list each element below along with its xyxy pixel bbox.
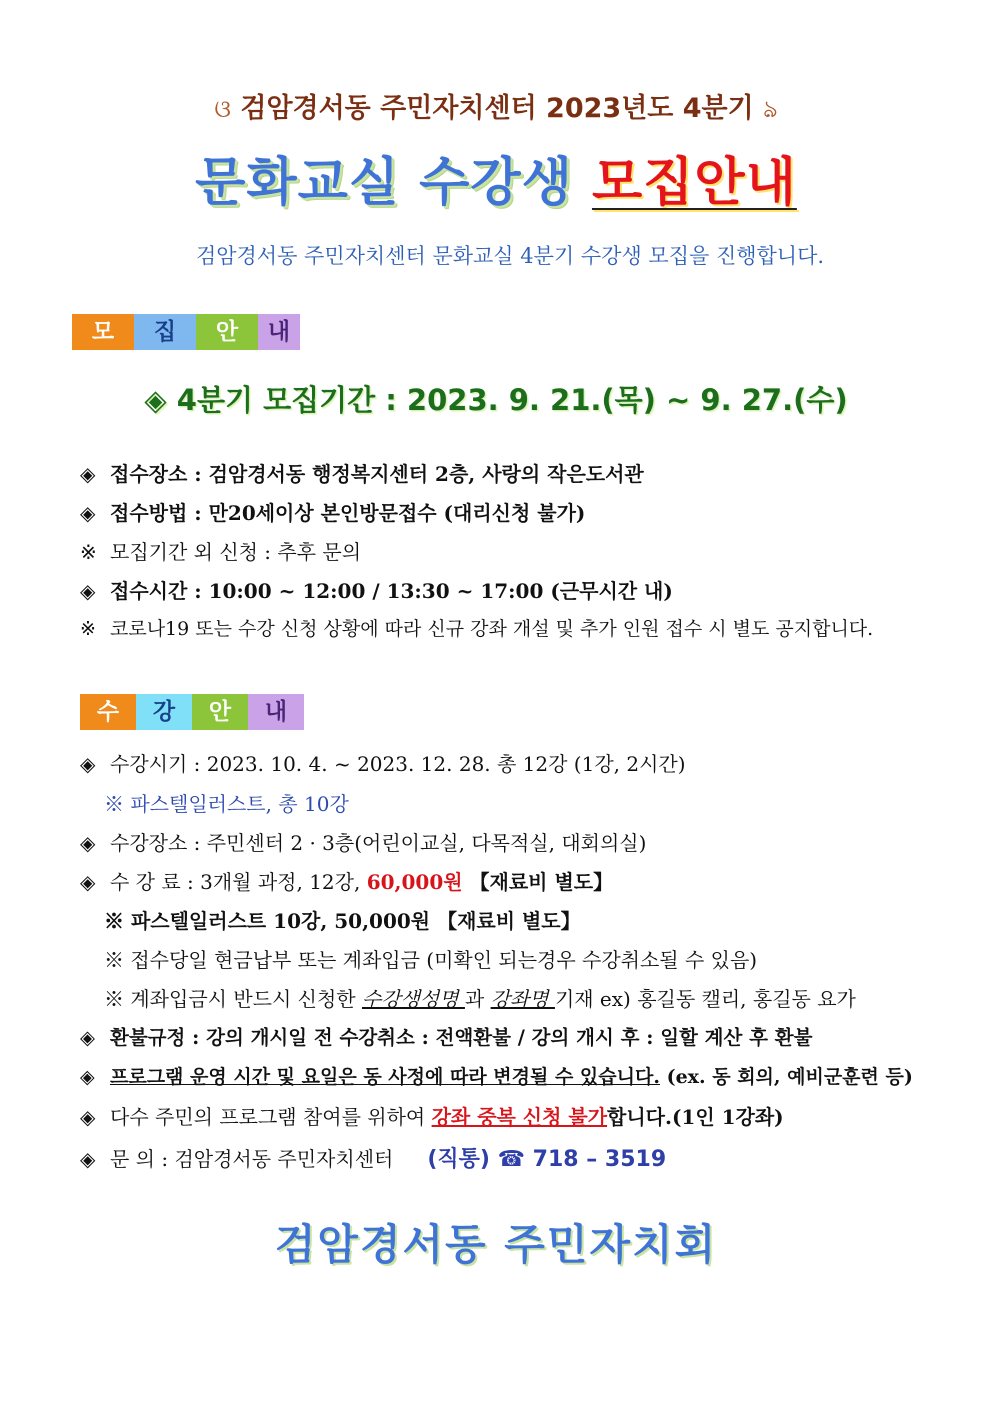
course-fee	[80, 866, 613, 895]
diamond-icon: ◈	[80, 1147, 96, 1171]
tag-char: 내	[258, 314, 300, 350]
transfer-a: ※ 계좌입금시 반드시 신청한	[104, 987, 362, 1011]
diamond-icon: ◈	[80, 579, 96, 603]
multi-red: 강좌 중복 신청 불가	[431, 1105, 608, 1129]
course-section-tag	[80, 694, 304, 730]
recruit-line	[80, 536, 361, 565]
course-place	[80, 827, 646, 856]
ornament-left-icon: ଓ	[214, 95, 231, 123]
tag-char: 집	[134, 314, 196, 350]
main-title-a: 문화교실 수강생	[195, 153, 592, 213]
ornament-right-icon: ঌ	[763, 95, 778, 123]
recruit-line-text: 접수방법 : 만20세이상 본인방문접수 (대리신청 불가)	[110, 501, 586, 525]
pastel-note: ※ 파스텔일러스트, 총 10강	[104, 792, 349, 816]
refund-rule	[80, 1022, 812, 1050]
fee-prefix: 수 강 료 : 3개월 과정, 12강,	[110, 870, 367, 894]
tag-char: 강	[136, 694, 192, 730]
transfer-course: 강좌명	[490, 987, 555, 1011]
top-title	[0, 86, 992, 131]
contact-label: 문 의 : 검암경서동 주민자치센터	[110, 1147, 394, 1171]
pastel-fee: ※ 파스텔일러스트 10강, 50,000원 【재료비 별도】	[104, 909, 581, 933]
change-rest: (ex. 동 회의, 예비군훈련 등)	[659, 1066, 913, 1088]
transfer-c: 기재 ex) 홍길동 캘리, 홍길동 요가	[554, 987, 856, 1011]
recruit-section-tag	[72, 314, 300, 350]
tag-char: 수	[80, 694, 136, 730]
recruit-line	[80, 458, 644, 487]
recruit-line	[80, 614, 873, 641]
diamond-icon: ◈	[80, 870, 96, 894]
main-title-b: 모집안내	[591, 153, 797, 213]
course-place-text: 수강장소 : 주민센터 2 · 3층(어린이교실, 다목적실, 대회의실)	[110, 831, 647, 855]
tag-char: 내	[248, 694, 304, 730]
recruit-line-text: 코로나19 또는 수강 신청 상황에 따라 신규 강좌 개설 및 추가 인원 접수 시 별도 공지합니다.	[110, 618, 874, 640]
tag-char: 안	[192, 694, 248, 730]
change-ul: 프로그램 운영 시간 및 요일은 동 사정에 따라 변경될 수 있습니다.	[110, 1066, 660, 1088]
diamond-icon: ◈	[80, 831, 96, 855]
footer-org: 검암경서동 주민자치회	[274, 1220, 718, 1269]
pay-note: ※ 접수당일 현금납부 또는 계좌입금 (미확인 되는경우 수강취소될 수 있음)	[104, 948, 758, 972]
diamond-icon: ◈	[80, 1105, 96, 1129]
tag-char: 모	[72, 314, 134, 350]
recruit-line-text: 모집기간 외 신청 : 추후 문의	[110, 540, 362, 564]
multi-b: 합니다.(1인 1강좌)	[607, 1105, 784, 1129]
fee-suffix: 【재료비 별도】	[462, 870, 614, 894]
diamond-icon: ◈	[80, 1066, 95, 1088]
change-notice	[80, 1062, 913, 1089]
tag-char: 안	[196, 314, 258, 350]
main-title	[0, 140, 992, 215]
transfer-b: 과	[464, 987, 491, 1011]
multi-notice	[80, 1101, 784, 1130]
diamond-icon: ◈	[80, 1026, 95, 1049]
note-icon: ※	[80, 618, 96, 640]
subtitle: 검암경서동 주민자치센터 문화교실 4분기 수강생 모집을 진행합니다.	[195, 244, 825, 268]
recruit-line	[80, 575, 673, 604]
diamond-icon: ◈	[80, 501, 96, 525]
contact	[80, 1142, 666, 1173]
refund-text: 환불규정 : 강의 개시일 전 수강취소 : 전액환불 / 강의 개시 후 : 일할 계산 후 환불	[110, 1026, 813, 1049]
recruit-line-text: 접수시간 : 10:00 ~ 12:00 / 13:30 ~ 17:00 (근무시간 내)	[110, 579, 673, 603]
recruit-line-text: 접수장소 : 검암경서동 행정복지센터 2층, 사랑의 작은도서관	[110, 462, 644, 486]
note-icon: ※	[80, 540, 97, 564]
multi-a: 다수 주민의 프로그램 참여를 위하여	[110, 1105, 432, 1129]
diamond-icon: ◈	[80, 752, 96, 776]
top-title-text: 검암경서동 주민자치센터 2023년도 4분기	[240, 93, 754, 124]
contact-phone: (직통) ☎ 718 – 3519	[427, 1147, 667, 1172]
recruit-period: ◈ 4분기 모집기간 : 2023. 9. 21.(목) ~ 9. 27.(수)	[144, 383, 848, 417]
transfer-note	[104, 983, 856, 1012]
transfer-name: 수강생성명	[361, 987, 465, 1011]
diamond-icon: ◈	[80, 462, 96, 486]
fee-amount: 60,000원	[366, 870, 463, 894]
course-period	[80, 748, 686, 777]
course-period-text: 수강시기 : 2023. 10. 4. ~ 2023. 12. 28. 총 12강 (1강, 2시간)	[110, 752, 686, 776]
recruit-line	[80, 497, 585, 526]
